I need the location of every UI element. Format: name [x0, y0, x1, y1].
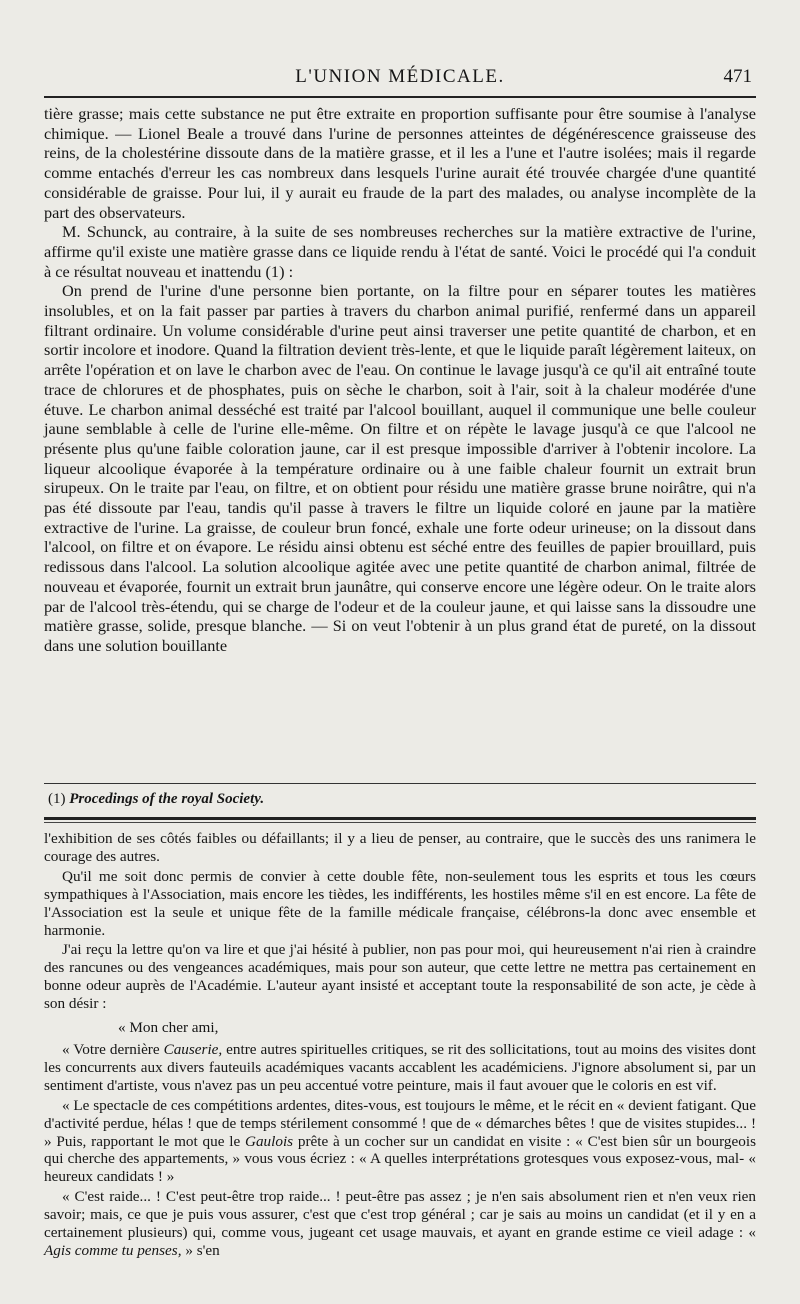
running-title: L'UNION MÉDICALE. — [295, 66, 505, 87]
feuilleton-paragraph: l'exhibition de ses côtés faibles ou défaillants; il y a lieu de penser, au contraire, que le succès des uns ranimera le courage des autres. — [44, 830, 756, 865]
article-paragraph: M. Schunck, au contraire, à la suite de ses nombreuses recherches sur la matière extractive de l'urine, affirme qu'il existe une matière grasse dans ce liquide rendu à l'état de santé. Voici le procédé qui l'a conduit à ce résultat nouveau et inattendu (1) : — [44, 222, 756, 281]
letter-text: « Le spectacle de ces compétitions ardentes, dites-vous, est toujours le même, et le récit en « devient fatigant. Que d'activité perdue, hélas ! que de temps stérilement consommé ! que de « démarches bêtes ! que de visites stupides... ! » Puis, rapportant le mot que le — [44, 1096, 756, 1150]
feuilleton-paragraph: Qu'il me soit donc permis de convier à cette double fête, non-seulement tous les esprits et tous les cœurs sympathiques à l'Association, mais encore les tièdes, les indifférents, les hostiles même s'il en est encore. La fête de l'Association est la seule et unique fête de la famille médicale française, célébrons-la donc avec ensemble et harmonie. — [44, 867, 756, 939]
footnote — [48, 791, 264, 808]
feuilleton-body — [44, 830, 756, 1262]
letter-paragraph — [44, 1097, 756, 1187]
journal-page — [44, 0, 756, 1304]
letter-italic-text: Agis comme tu penses, — [44, 1241, 182, 1259]
letter-text: entre autres spirituelles critiques, se rit des sollicitations, tout au moins des visites dont les concurrents aux divers fauteuils académiques vacants accablent les académiciens. J'ignore absolument si, par un sentiment d'artiste, vous n'avez pas un peu accentué votre peinture, mais il faut avouer que le coloris en est vif. — [44, 1040, 756, 1094]
page-number: 471 — [723, 66, 752, 87]
letter-text: prête à un cocher sur un candidat en visite : « C'est bien sûr un bourgeois qui cherche des appartements, » vous vous écriez : « A quelles interprétations grotesques vous exposez-vous, mal- « heureux candidats ! » — [44, 1132, 756, 1186]
letter-salutation: « Mon cher ami, — [118, 1019, 219, 1037]
page-header — [44, 62, 756, 92]
letter-text: » s'en — [181, 1241, 220, 1259]
letter-italic-text: Gaulois — [244, 1132, 294, 1150]
letter-paragraph — [44, 1188, 756, 1260]
feuilleton-paragraph: J'ai reçu la lettre qu'on va lire et que j'ai hésité à publier, non pas pour moi, qui heureusement n'ai rien à craindre des rancunes ou des vengeances académiques, mais pour son auteur, que cette lettre ne mettra pas certainement en bonne odeur auprès de l'Académie. L'auteur ayant insisté et acceptant toute la responsabilité de son acte, je cède à son désir : — [44, 941, 756, 1013]
feuilleton-separator — [44, 817, 756, 820]
letter-italic-text: Causerie, — [163, 1040, 223, 1058]
letter-text: « C'est raide... ! C'est peut-être trop raide... ! peut-être pas assez ; je n'en sais absolument rien et n'en veux rien savoir; mais, ce que je puis vous assurer, c'est que c'est trop général ; car je sais au moins un candidat (et il y en a certainement plusieurs) qui, comme vous, jugeant cet usage mauvais, et ayant en grande estime ce vieil adage : « — [44, 1188, 756, 1242]
footnote-marker: (1) — [48, 791, 66, 807]
footnote-title: Procedings of the royal Society. — [69, 791, 265, 807]
article-paragraph: On prend de l'urine d'une personne bien portante, on la filtre pour en séparer toutes les matières insolubles, et on la fait passer par parties à travers du charbon animal purifié, renfermé dans un appareil filtrant ordinaire. Un volume considérable d'urine peut ainsi traverser une petite quantité de charbon, et en sortir incolore et inodore. Quand la filtration devient très-lente, et que le liquide paraît légèrement laiteux, on arrête l'opération et on lave le charbon avec de l'eau. On continue le lavage jusqu'à ce qu'il ait entraîné toute trace de chlorures et de phosphates, puis on sèche le charbon, soit à l'air, soit à la chaleur modérée d'une étuve. Le charbon animal desséché est traité par l'alcool bouillant, auquel il communique une belle couleur jaune semblable à celle de l'urine elle-même. On filtre et on répète le lavage jusqu'à ce que l'alcool ne présente plus qu'une faible coloration jaune, car il est presque impossible d'arriver à l'obtenir incolore. La liqueur alcoolique évaporée à la température ordinaire ou à une faible chaleur fournit un extrait brun sirupeux. On le traite par l'eau, on filtre, et on obtient pour résidu une matière grasse brune noirâtre, qui n'a pas été dissoute par l'eau, tandis qu'il passe à travers le filtre un liquide coloré en jaune par la matière extractive de l'urine. La graisse, de couleur brun foncé, exhale une forte odeur urineuse; on la dissout dans l'alcool, on filtre et on évapore. Le résidu ainsi obtenu est séché entre des feuilles de papier brouillard, puis redissous dans l'alcool. La solution alcoolique agitée avec une petite quantité de charbon animal, filtrée de nouveau et évaporée, fournit un extrait brun jaunâtre, qui conserve encore une légère odeur. On le traite alors par de l'alcool très-étendu, qui se charge de l'odeur et de la couleur jaune, et qui laisse sans la dissoudre une matière grasse, solide, presque blanche. — Si on veut l'obtenir à un plus grand état de pureté, on la dissout dans une solution bouillante — [44, 281, 756, 655]
letter-paragraph — [44, 1041, 756, 1095]
letter-text: « Votre dernière — [62, 1040, 164, 1058]
article-paragraph: tière grasse; mais cette substance ne put être extraite en proportion suffisante pour être soumise à l'analyse chimique. — Lionel Beale a trouvé dans l'urine de personnes atteintes de dégénérescence graisseuse des reins, de la cholestérine dissoute dans de la matière grasse, et il les a l'une et l'autre isolées; mais il regarde comme entachés d'erreur les cas nombreux dans lesquels l'urine aurait été trouvée chargée d'une quantité considérable de graisse. Pour lui, il y aurait eu fraude de la part des malades, ou analyse incomplète de la part des observateurs. — [44, 104, 756, 222]
article-body — [44, 104, 756, 656]
feuilleton-separator-thin — [44, 822, 756, 823]
header-rule — [44, 96, 756, 98]
footnote-rule — [44, 783, 756, 784]
